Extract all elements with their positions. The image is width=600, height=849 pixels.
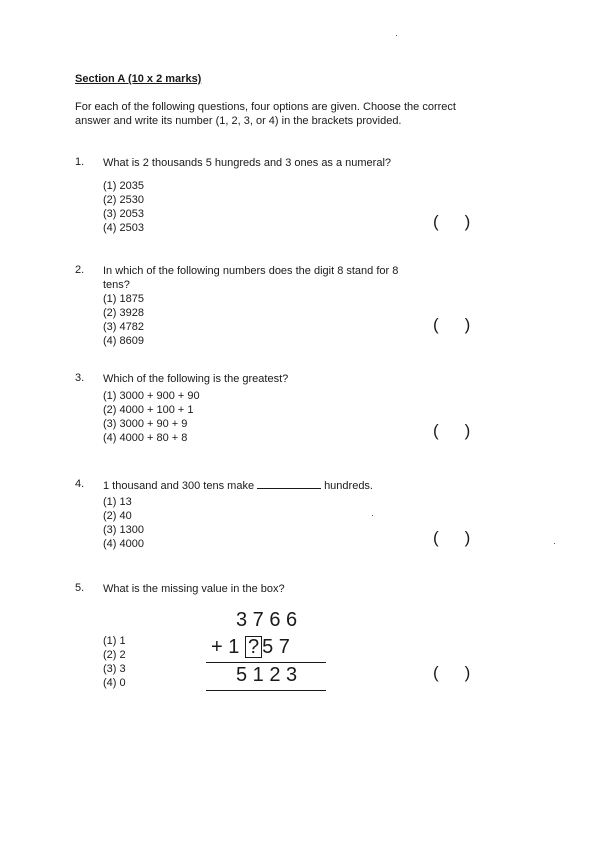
bracket-open: ( [433,421,439,440]
scan-dot [396,35,397,36]
question-number: 5. [75,582,85,594]
question-number: 4. [75,478,85,490]
option: (3) 4782 [103,321,144,333]
question-text-before: 1 thousand and 300 tens make [103,480,255,492]
question-number: 1. [75,156,85,168]
addend-bottom [211,636,290,659]
bracket-close: ) [464,528,471,547]
bracket-open: ( [433,528,439,547]
answer-bracket[interactable] [433,528,470,548]
question-text: What is the missing value in the box? [103,583,285,595]
option: (3) 3000 + 90 + 9 [103,418,188,430]
sum-line-top [206,662,326,663]
sum-result: 5 1 2 3 [236,664,298,686]
option: (4) 4000 + 80 + 8 [103,432,188,444]
option: (3) 1300 [103,524,144,536]
answer-bracket[interactable] [433,663,470,683]
option: (2) 2 [103,649,126,661]
plus-sign: + [211,636,223,658]
section-title: Section A (10 x 2 marks) [75,73,202,85]
option: (1) 2035 [103,180,144,192]
bracket-open: ( [433,315,439,334]
question-text: Which of the following is the greatest? [103,373,289,385]
question-number: 2. [75,264,85,276]
option: (3) 3 [103,663,126,675]
sum-line-bottom [206,690,326,691]
option: (4) 8609 [103,335,144,347]
option: (4) 0 [103,677,126,689]
question-text: What is 2 thousands 5 hungreds and 3 ones as a numeral? [103,157,392,169]
option: (2) 4000 + 100 + 1 [103,404,194,416]
question-text-after: hundreds. [324,480,373,492]
answer-bracket[interactable] [433,212,470,232]
addend-top: 3 7 6 6 [236,609,298,631]
section-instruction: For each of the following questions, four options are given. Choose the correct answer and write its number (1, 2, 3, or 4) in the brackets provided. [75,101,456,127]
bracket-open: ( [433,663,439,682]
addend-rest: 5 7 [262,636,290,658]
answer-bracket[interactable] [433,315,470,335]
bracket-close: ) [464,663,471,682]
scan-dot [554,543,555,544]
question-text: In which of the following numbers does the digit 8 stand for 8 tens? [103,265,399,291]
option: (1) 1875 [103,293,144,305]
question-number: 3. [75,372,85,384]
option: (2) 40 [103,510,132,522]
bracket-close: ) [464,421,471,440]
bracket-close: ) [464,315,471,334]
bracket-open: ( [433,212,439,231]
option: (3) 2053 [103,208,144,220]
bracket-close: ) [464,212,471,231]
option: (1) 13 [103,496,132,508]
addend-digit: 1 [228,636,240,658]
answer-bracket[interactable] [433,421,470,441]
answer-blank [257,478,321,489]
scan-dot [372,515,373,516]
option: (2) 2530 [103,194,144,206]
missing-digit-box[interactable]: ? [245,636,262,658]
option: (4) 2503 [103,222,144,234]
question-text [103,478,373,493]
option: (1) 3000 + 900 + 90 [103,390,200,402]
option: (2) 3928 [103,307,144,319]
option: (4) 4000 [103,538,144,550]
option: (1) 1 [103,635,126,647]
